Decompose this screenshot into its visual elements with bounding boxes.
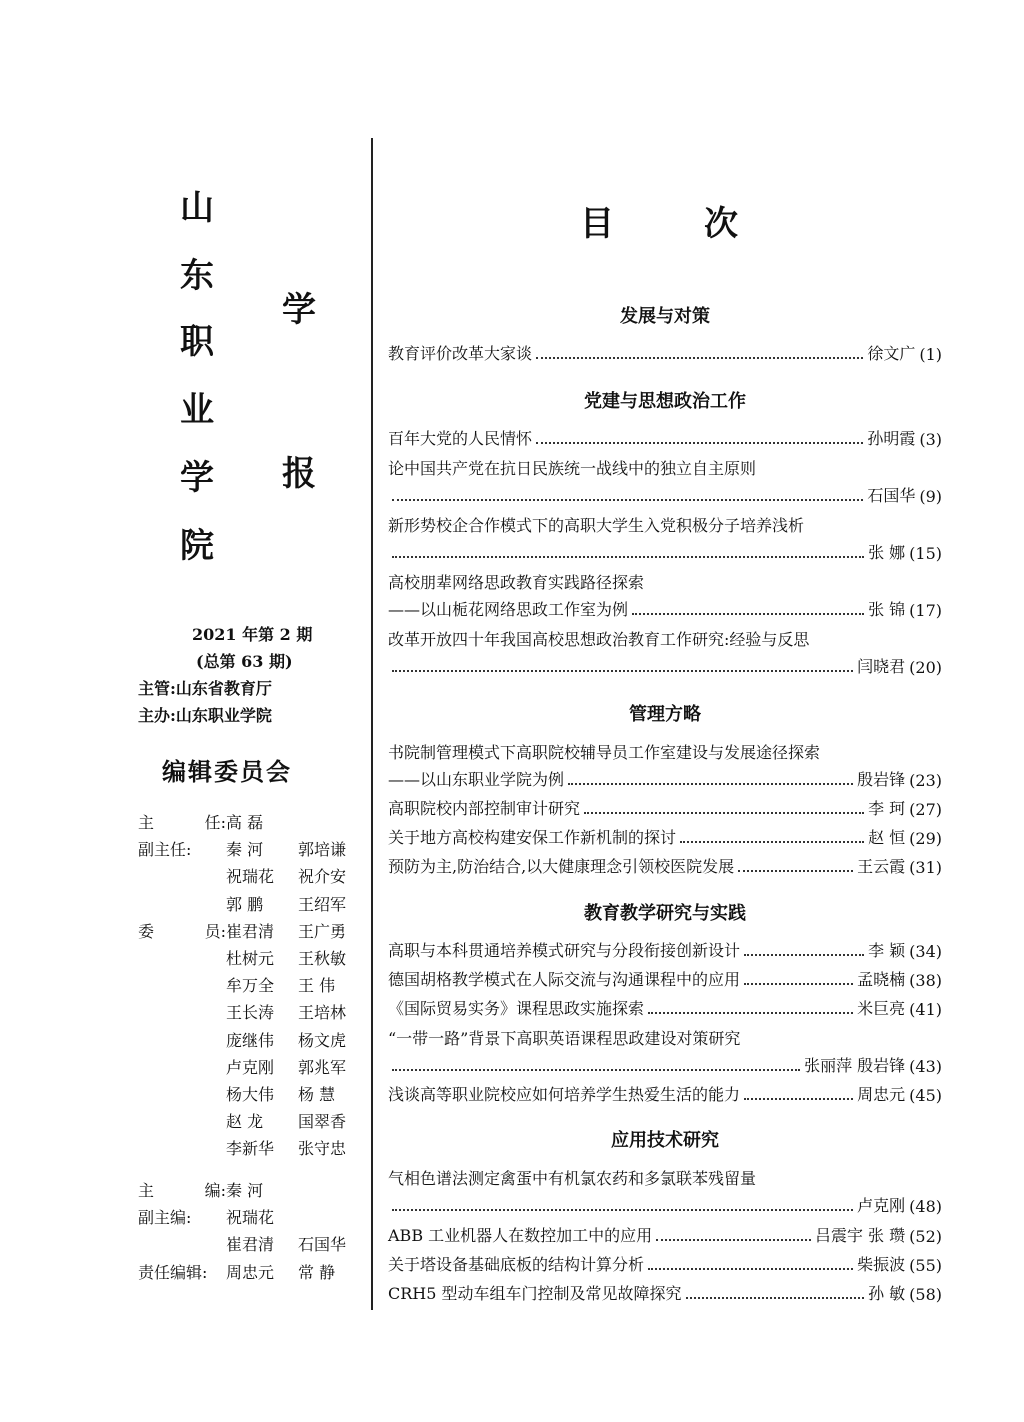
board-row	[138, 1053, 358, 1080]
toc-entry[interactable]	[388, 1083, 942, 1105]
board-role-part: 员:	[204, 921, 226, 941]
dot-leader	[738, 869, 853, 872]
board-member: 祝介安	[298, 867, 347, 887]
board-role-part: 主	[138, 813, 155, 833]
dot-leader	[632, 612, 864, 615]
masthead-char: 报	[282, 454, 316, 494]
toc-entry-author: 李 颖	[868, 941, 906, 960]
toc-entry-title[interactable]: 书院制管理模式下高职院校辅导员工作室建设与发展途径探索	[388, 743, 821, 762]
toc-title	[580, 196, 738, 245]
toc-entry-author: 孙明霞	[867, 429, 916, 448]
toc-entry-page: (1)	[919, 345, 942, 364]
board-member: 杨 慧	[298, 1084, 336, 1104]
toc-entry-title: 教育评价改革大家谈	[388, 344, 533, 363]
toc-entry[interactable]	[388, 342, 942, 364]
editors-list	[138, 1176, 358, 1285]
masthead-char: 学	[282, 290, 316, 330]
board-role-part: 委	[138, 921, 155, 941]
dot-leader	[680, 840, 864, 843]
board-row	[138, 1230, 358, 1257]
toc-entry[interactable]	[388, 1253, 942, 1275]
board-row	[138, 862, 358, 889]
dot-leader	[656, 1238, 811, 1241]
toc-entry[interactable]	[388, 1194, 942, 1216]
toc-entry-page: (55)	[909, 1256, 942, 1275]
board-member: 卢克刚	[226, 1057, 275, 1077]
toc-entry-page: (9)	[919, 487, 942, 506]
board-row	[138, 835, 358, 862]
section-heading: 党建与思想政治工作	[584, 391, 746, 412]
toc-title-char: 目	[580, 204, 614, 244]
toc-entry-author: 孙 敏	[868, 1284, 906, 1303]
toc-entry-title: 百年大党的人民情怀	[388, 429, 533, 448]
toc-entry[interactable]	[388, 1224, 942, 1246]
toc-entry[interactable]	[388, 997, 942, 1019]
toc-entry-page: (27)	[909, 800, 942, 819]
board-role	[138, 1178, 226, 1201]
toc-entry-author: 张丽萍 殷岩锋	[804, 1056, 906, 1075]
board-row	[138, 1176, 358, 1203]
toc-entry-page: (23)	[909, 771, 942, 790]
section-heading: 应用技术研究	[611, 1130, 719, 1151]
board-role	[138, 1260, 226, 1283]
section-heading: 发展与对策	[620, 306, 710, 327]
toc-entry-title: 德国胡格教学模式在人际交流与沟通课程中的应用	[388, 970, 741, 989]
dot-leader	[392, 555, 864, 558]
toc-entry-page: (31)	[909, 858, 942, 877]
section-heading: 教育教学研究与实践	[584, 903, 746, 924]
toc-entry-author: 周忠元	[857, 1085, 906, 1104]
issue-number: 2021 年第 2 期	[192, 625, 313, 644]
toc-entry-page: (38)	[909, 971, 942, 990]
board-member: 郭兆军	[298, 1057, 347, 1077]
toc-entry-author: 柴振波	[857, 1255, 906, 1274]
toc-entry[interactable]	[388, 655, 942, 677]
toc-entry-page: (52)	[909, 1227, 942, 1246]
dot-leader	[744, 1097, 853, 1100]
dot-leader	[392, 669, 853, 672]
board-role	[138, 837, 226, 860]
board-row	[138, 971, 358, 998]
board-member: 郭 鹏	[226, 894, 264, 914]
toc-entry-page: (43)	[909, 1057, 942, 1076]
masthead-char: 山	[180, 188, 214, 228]
toc-entry-title: 浅谈高等职业院校应如何培养学生热爱生活的能力	[388, 1085, 741, 1104]
dot-leader	[392, 498, 863, 501]
toc-entry-title: 高职院校内部控制审计研究	[388, 799, 581, 818]
editorial-board-list	[138, 808, 358, 1161]
board-member: 崔君清	[226, 1235, 275, 1255]
board-row	[138, 917, 358, 944]
toc-entry-subtitle: ——以山东职业学院为例	[388, 770, 565, 789]
board-row	[138, 998, 358, 1025]
board-member: 崔君清	[226, 921, 275, 941]
board-member: 赵 龙	[226, 1112, 264, 1132]
board-member: 祝瑞花	[226, 867, 275, 887]
board-role-part: 副主任:	[138, 840, 192, 860]
board-member: 张守忠	[298, 1139, 347, 1159]
toc-entry-author: 李 珂	[868, 799, 906, 818]
board-row	[138, 1080, 358, 1107]
board-member: 王广勇	[298, 921, 347, 941]
board-role	[138, 919, 226, 942]
board-row	[138, 1258, 358, 1285]
toc-entry-author: 闫晓君	[857, 657, 906, 676]
editorial-board-title: 编辑委员会	[162, 758, 292, 786]
board-role-part: 副主编:	[138, 1208, 192, 1228]
toc-entry-title: 关于塔设备基础底板的结构计算分析	[388, 1255, 645, 1274]
board-member: 庞继伟	[226, 1030, 275, 1050]
board-member: 牟万全	[226, 976, 275, 996]
toc-entry-title[interactable]: 改革开放四十年我国高校思想政治教育工作研究:经验与反思	[388, 630, 810, 649]
dot-leader	[584, 811, 864, 814]
board-row	[138, 944, 358, 971]
toc-entry[interactable]	[388, 968, 942, 990]
supervisor: 主管:山东省教育厅	[138, 679, 272, 698]
toc-entry[interactable]	[388, 598, 942, 620]
toc-entry-title[interactable]: 气相色谱法测定禽蛋中有机氯农药和多氯联苯残留量	[388, 1169, 757, 1188]
masthead-char: 学	[180, 458, 214, 498]
board-member: 杨文虎	[298, 1030, 347, 1050]
toc-entry[interactable]	[388, 826, 942, 848]
masthead-char: 职	[180, 322, 214, 362]
toc-entry-title: CRH5 型动车组车门控制及常见故障探究	[388, 1284, 682, 1303]
board-member: 秦 河	[226, 1181, 264, 1201]
board-row	[138, 1107, 358, 1134]
toc-entry-author: 吕震宇 张 瓒	[814, 1226, 906, 1245]
toc-entry[interactable]	[388, 1282, 942, 1304]
dot-leader	[686, 1296, 865, 1299]
toc-entry-author: 张 娜	[868, 543, 906, 562]
board-member: 周忠元	[226, 1262, 275, 1282]
toc-entry-title[interactable]: “一带一路”背景下高职英语课程思政建设对策研究	[388, 1029, 741, 1048]
toc-entry-title[interactable]: 论中国共产党在抗日民族统一战线中的独立自主原则	[388, 459, 757, 478]
issue-total: (总第 63 期)	[196, 652, 293, 671]
board-member: 王长涛	[226, 1003, 275, 1023]
board-row	[138, 808, 358, 835]
toc-entry-author: 米巨亮	[857, 999, 906, 1018]
toc-entry-title: 《国际贸易实务》课程思政实施探索	[388, 999, 645, 1018]
toc-entry-title: 高职与本科贯通培养模式研究与分段衔接创新设计	[388, 941, 741, 960]
toc-entry-page: (58)	[909, 1285, 942, 1304]
board-member: 祝瑞花	[226, 1208, 275, 1228]
board-row	[138, 890, 358, 917]
board-member: 杨大伟	[226, 1084, 275, 1104]
section-heading: 管理方略	[629, 704, 701, 725]
dot-leader	[648, 1267, 853, 1270]
toc-entry-page: (17)	[909, 601, 942, 620]
toc-entry[interactable]	[388, 1054, 942, 1076]
toc-entry-title: 预防为主,防治结合,以大健康理念引领校医院发展	[388, 857, 735, 876]
toc-entry-page: (48)	[909, 1197, 942, 1216]
board-role-part: 任:	[204, 813, 226, 833]
board-member: 常 静	[298, 1262, 336, 1282]
toc-entry[interactable]	[388, 855, 942, 877]
toc-entry-author: 张 锦	[868, 600, 906, 619]
board-member: 郭培谦	[298, 840, 347, 860]
masthead-char: 东	[180, 256, 214, 296]
board-row	[138, 1026, 358, 1053]
dot-leader	[568, 782, 853, 785]
toc-entry-page: (41)	[909, 1000, 942, 1019]
column-divider	[371, 138, 373, 1310]
toc-entry-page: (3)	[919, 430, 942, 449]
board-member: 石国华	[298, 1235, 347, 1255]
board-member: 高 磊	[226, 813, 264, 833]
board-role	[138, 1205, 226, 1228]
sponsor: 主办:山东职业学院	[138, 706, 272, 725]
toc-entry-author: 王云霞	[857, 857, 906, 876]
masthead-char: 院	[180, 526, 214, 566]
toc-entry-page: (45)	[909, 1086, 942, 1105]
toc-entry-page: (15)	[909, 544, 942, 563]
board-member: 王 伟	[298, 976, 336, 996]
dot-leader	[392, 1068, 800, 1071]
toc-entry[interactable]	[388, 427, 942, 449]
board-role-part: 编:	[204, 1181, 226, 1201]
board-row	[138, 1134, 358, 1161]
toc-entry[interactable]	[388, 541, 942, 563]
dot-leader	[648, 1011, 853, 1014]
toc-entry[interactable]	[388, 939, 942, 961]
toc-entry[interactable]	[388, 797, 942, 819]
toc-entry-title[interactable]: 新形势校企合作模式下的高职大学生入党积极分子培养浅析	[388, 516, 805, 535]
toc-entry-title: 关于地方高校构建安保工作新机制的探讨	[388, 828, 677, 847]
toc-entry[interactable]	[388, 768, 942, 790]
toc-entry-subtitle: ——以山栀花网络思政工作室为例	[388, 600, 629, 619]
board-member: 杜树元	[226, 949, 275, 969]
board-member: 王秋敏	[298, 949, 347, 969]
toc-entry-title: ABB 工业机器人在数控加工中的应用	[388, 1226, 653, 1245]
toc-entry-author: 孟晓楠	[857, 970, 906, 989]
toc-entry-author: 卢克刚	[857, 1196, 906, 1215]
toc-entry-title[interactable]: 高校朋辈网络思政教育实践路径探索	[388, 573, 645, 592]
board-role-part: 主	[138, 1181, 155, 1201]
board-row	[138, 1203, 358, 1230]
toc-entry-page: (29)	[909, 829, 942, 848]
toc-title-char: 次	[704, 204, 738, 244]
toc-entry-page: (20)	[909, 658, 942, 677]
dot-leader	[744, 982, 853, 985]
board-member: 李新华	[226, 1139, 275, 1159]
masthead-char: 业	[180, 390, 214, 430]
board-role	[138, 810, 226, 833]
board-role-part: 责任编辑:	[138, 1262, 208, 1282]
toc-entry-page: (34)	[909, 942, 942, 961]
board-member: 王绍军	[298, 894, 347, 914]
board-member: 秦 河	[226, 840, 264, 860]
board-member: 国翠香	[298, 1112, 347, 1132]
dot-leader	[536, 356, 863, 359]
board-member: 王培林	[298, 1003, 347, 1023]
toc-entry-author: 徐文广	[867, 344, 916, 363]
toc-entry-author: 殷岩锋	[857, 770, 906, 789]
toc-entry-author: 石国华	[867, 486, 916, 505]
toc-entry[interactable]	[388, 484, 942, 506]
toc-entry-author: 赵 恒	[868, 828, 906, 847]
dot-leader	[392, 1208, 853, 1211]
dot-leader	[744, 953, 864, 956]
dot-leader	[536, 441, 863, 444]
